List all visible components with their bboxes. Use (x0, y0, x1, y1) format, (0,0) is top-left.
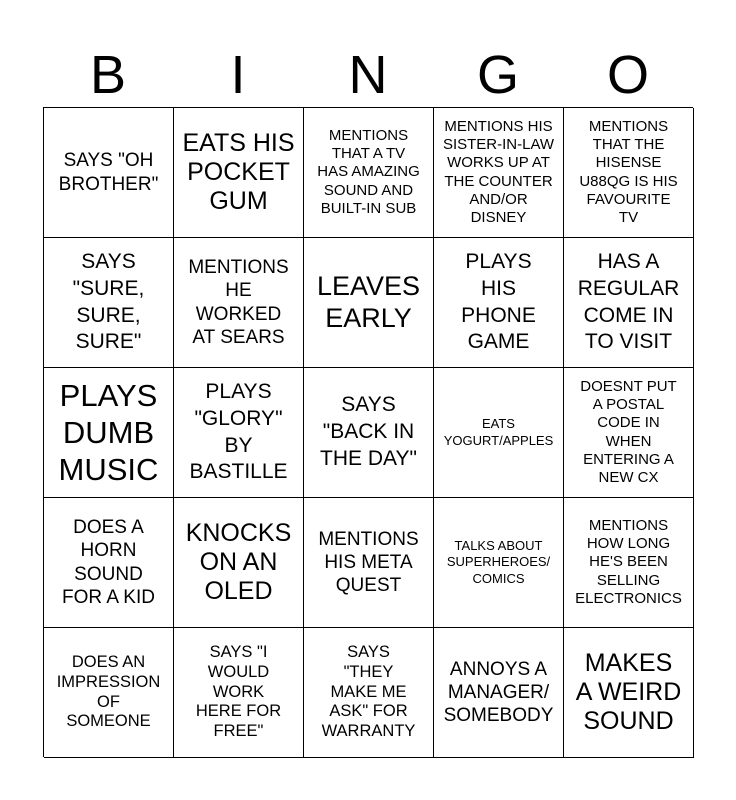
bingo-cell[interactable] (304, 108, 434, 238)
header-letter-i: I (230, 45, 246, 105)
bingo-cell[interactable] (44, 498, 174, 628)
bingo-cell[interactable] (564, 368, 694, 498)
bingo-cell[interactable] (174, 368, 304, 498)
bingo-cell-text: EATS YOGURT/APPLES (443, 416, 554, 448)
bingo-cell-text: MENTIONS THAT A TV HAS AMAZING SOUND AND BUILT-IN SUB (317, 126, 420, 217)
bingo-cell[interactable] (304, 238, 434, 368)
bingo-cell[interactable] (434, 498, 564, 628)
bingo-cell[interactable] (434, 108, 564, 238)
bingo-cell[interactable] (304, 498, 434, 628)
header-letter-b: B (89, 45, 127, 105)
bingo-cell[interactable] (44, 368, 174, 498)
bingo-cell-text: PLAYS DUMB MUSIC (58, 377, 159, 488)
bingo-cell[interactable] (304, 628, 434, 758)
header-letter-n: N (348, 45, 388, 105)
bingo-cell-text: MENTIONS HOW LONG HE'S BEEN SELLING ELECTRONICS (575, 516, 682, 607)
bingo-cell-text: KNOCKS ON AN OLED (185, 519, 292, 605)
bingo-cell-text: MENTIONS THAT THE HISENSE U88QG IS HIS FAVOURITE TV (579, 117, 678, 227)
bingo-cell[interactable] (434, 368, 564, 498)
bingo-header (43, 42, 693, 108)
header-letter-o: O (606, 45, 649, 105)
bingo-cell[interactable] (564, 108, 694, 238)
bingo-cell-text: ANNOYS A MANAGER/ SOMEBODY (443, 658, 554, 727)
bingo-cell-text: MAKES A WEIRD SOUND (575, 649, 682, 735)
bingo-cell-text: LEAVES EARLY (316, 270, 421, 333)
bingo-cell-text: HAS A REGULAR COME IN TO VISIT (577, 249, 680, 354)
bingo-cell-text: PLAYS "GLORY" BY BASTILLE (189, 379, 288, 484)
bingo-cell-text: MENTIONS HIS SISTER-IN-LAW WORKS UP AT THE COUNTER AND/OR DISNEY (442, 117, 555, 227)
bingo-cell-text: PLAYS HIS PHONE GAME (461, 249, 536, 354)
bingo-cell[interactable] (44, 628, 174, 758)
bingo-cell[interactable] (174, 498, 304, 628)
bingo-cell[interactable] (44, 108, 174, 238)
bingo-cell-text: EATS HIS POCKET GUM (182, 129, 295, 215)
bingo-cell-text: TALKS ABOUT SUPERHEROES/ COMICS (446, 537, 551, 586)
bingo-cell[interactable] (174, 108, 304, 238)
bingo-cell-text: SAYS "BACK IN THE DAY" (320, 393, 417, 470)
bingo-cell-text: SAYS "THEY MAKE ME ASK" FOR WARRANTY (321, 643, 416, 741)
bingo-cell-text: MENTIONS HIS META QUEST (318, 528, 419, 597)
bingo-cell-text: SAYS "OH BROTHER" (58, 150, 159, 195)
bingo-cell[interactable] (44, 238, 174, 368)
header-letter-g: G (476, 45, 519, 105)
bingo-cell[interactable] (564, 628, 694, 758)
bingo-cell-text: SAYS "I WOULD WORK HERE FOR FREE" (195, 643, 282, 741)
bingo-cell[interactable] (304, 368, 434, 498)
bingo-cell-text: DOES A HORN SOUND FOR A KID (62, 517, 155, 608)
bingo-cell[interactable] (434, 238, 564, 368)
bingo-cell-text: SAYS "SURE, SURE, SURE" (72, 249, 145, 354)
bingo-cell[interactable] (174, 628, 304, 758)
bingo-cell-text: DOES AN IMPRESSION OF SOMEONE (56, 652, 161, 731)
bingo-cell-text: MENTIONS HE WORKED AT SEARS (188, 257, 289, 348)
bingo-cell[interactable] (434, 628, 564, 758)
bingo-cell[interactable] (564, 498, 694, 628)
bingo-grid (43, 107, 693, 757)
bingo-cell[interactable] (174, 238, 304, 368)
bingo-cell[interactable] (564, 238, 694, 368)
bingo-cell-text: DOESNT PUT A POSTAL CODE IN WHEN ENTERING A NEW CX (580, 377, 677, 487)
